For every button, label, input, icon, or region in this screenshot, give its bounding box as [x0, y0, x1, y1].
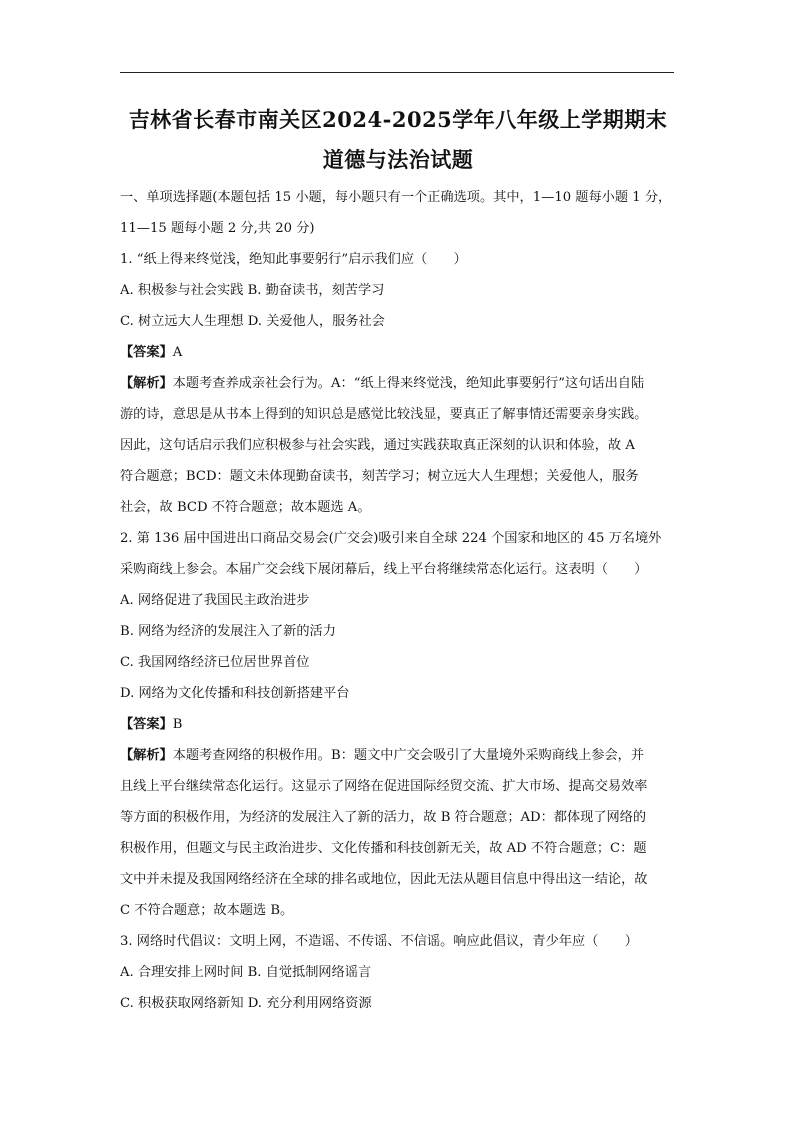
question-2-answer	[120, 709, 676, 740]
question-1-option-line: C. 树立远大人生理想 D. 关爱他人，服务社会	[120, 314, 385, 329]
question-2-stem: 2. 第 136 届中国进出口商品交易会(广交会)吸引来自全球 224 个国家和地区的 45 万名境外	[120, 531, 662, 546]
question-2-analysis-line: 等方面的积极作用，为经济的发展注入了新的活力，故 B 符合题意；AD：都体现了网络的	[120, 810, 647, 825]
header-rule	[120, 72, 674, 73]
document-page	[120, 100, 676, 1019]
document-title: 吉林省长春市南关区2024-2025学年八年级上学期期末	[128, 107, 668, 132]
question-2-analysis-line: 积极作用，但题文与民主政治进步、文化传播和科技创新无关，故 AD 不符合题意；C：题	[120, 841, 647, 856]
answer-value: B	[172, 717, 183, 732]
question-1-stem: 1. “纸上得来终觉浅，绝知此事要躬行”启示我们应（ ）	[120, 252, 467, 267]
answer-value: A	[172, 345, 183, 360]
question-3-option-line: C. 积极获取网络新知 D. 充分利用网络资源	[120, 996, 372, 1011]
question-2-option-c: C. 我国网络经济已位居世界首位	[120, 655, 310, 670]
question-3-stem: 3. 网络时代倡议：文明上网，不造谣、不传谣、不信谣。响应此倡议，青少年应（ ）	[120, 934, 638, 949]
section-header-line: 一、单项选择题(本题包括 15 小题，每小题只有一个正确选项。其中，1—10 题每小题 1 分，	[120, 190, 672, 205]
question-2-analysis-line	[120, 740, 676, 771]
question-2-analysis-line: 且线上平台继续常态化运行。这显示了网络在促进国际经贸交流、扩大市场、提高交易效率	[120, 779, 648, 794]
analysis-tag: 【解析】	[120, 748, 173, 763]
analysis-tag: 【解析】	[120, 376, 173, 391]
section-header-line: 11—15 题每小题 2 分,共 20 分)	[120, 221, 315, 236]
question-3-option-line: A. 合理安排上网时间 B. 自觉抵制网络谣言	[120, 965, 372, 980]
question-2-stem: 采购商线上参会。本届广交会线下展闭幕后，线上平台将继续常态化运行。这表明（ ）	[120, 562, 648, 577]
answer-tag: 【答案】	[120, 345, 173, 360]
question-1-analysis-line	[120, 368, 676, 399]
question-1-analysis-line: 符合题意；BCD：题文未体现勤奋读书，刻苦学习；树立远大人生理想；关爱他人，服务	[120, 469, 639, 484]
question-2-analysis-line: C 不符合题意；故本题选 B。	[120, 903, 294, 918]
question-1-analysis-line: 社会，故 BCD 不符合题意；故本题选 A。	[120, 500, 371, 515]
question-1-answer	[120, 337, 676, 368]
question-2-option-d: D. 网络为文化传播和科技创新搭建平台	[120, 686, 350, 701]
question-2-option-a: A. 网络促进了我国民主政治进步	[120, 593, 310, 608]
answer-tag: 【答案】	[120, 717, 173, 732]
question-1-analysis-line: 游的诗，意思是从书本上得到的知识总是感觉比较浅显，要真正了解事情还需要亲身实践。	[120, 407, 648, 422]
question-1-option-line: A. 积极参与社会实践 B. 勤奋读书，刻苦学习	[120, 283, 385, 298]
question-2-analysis-line: 文中并未提及我国网络经济在全球的排名或地位，因此无法从题目信息中得出这一结论，故	[120, 872, 648, 887]
question-1-analysis-line: 因此，这句话启示我们应积极参与社会实践，通过实践获取真正深刻的认识和体验，故 A	[120, 438, 635, 453]
analysis-text: 本题考查网络的积极作用。B：题文中广交会吸引了大量境外采购商线上参会，并	[172, 748, 645, 763]
document-subtitle: 道德与法治试题	[322, 147, 474, 172]
analysis-text: 本题考查养成亲社会行为。A：“纸上得来终觉浅，绝知此事要躬行”这句话出自陆	[172, 376, 645, 391]
question-2-option-b: B. 网络为经济的发展注入了新的活力	[120, 624, 336, 639]
